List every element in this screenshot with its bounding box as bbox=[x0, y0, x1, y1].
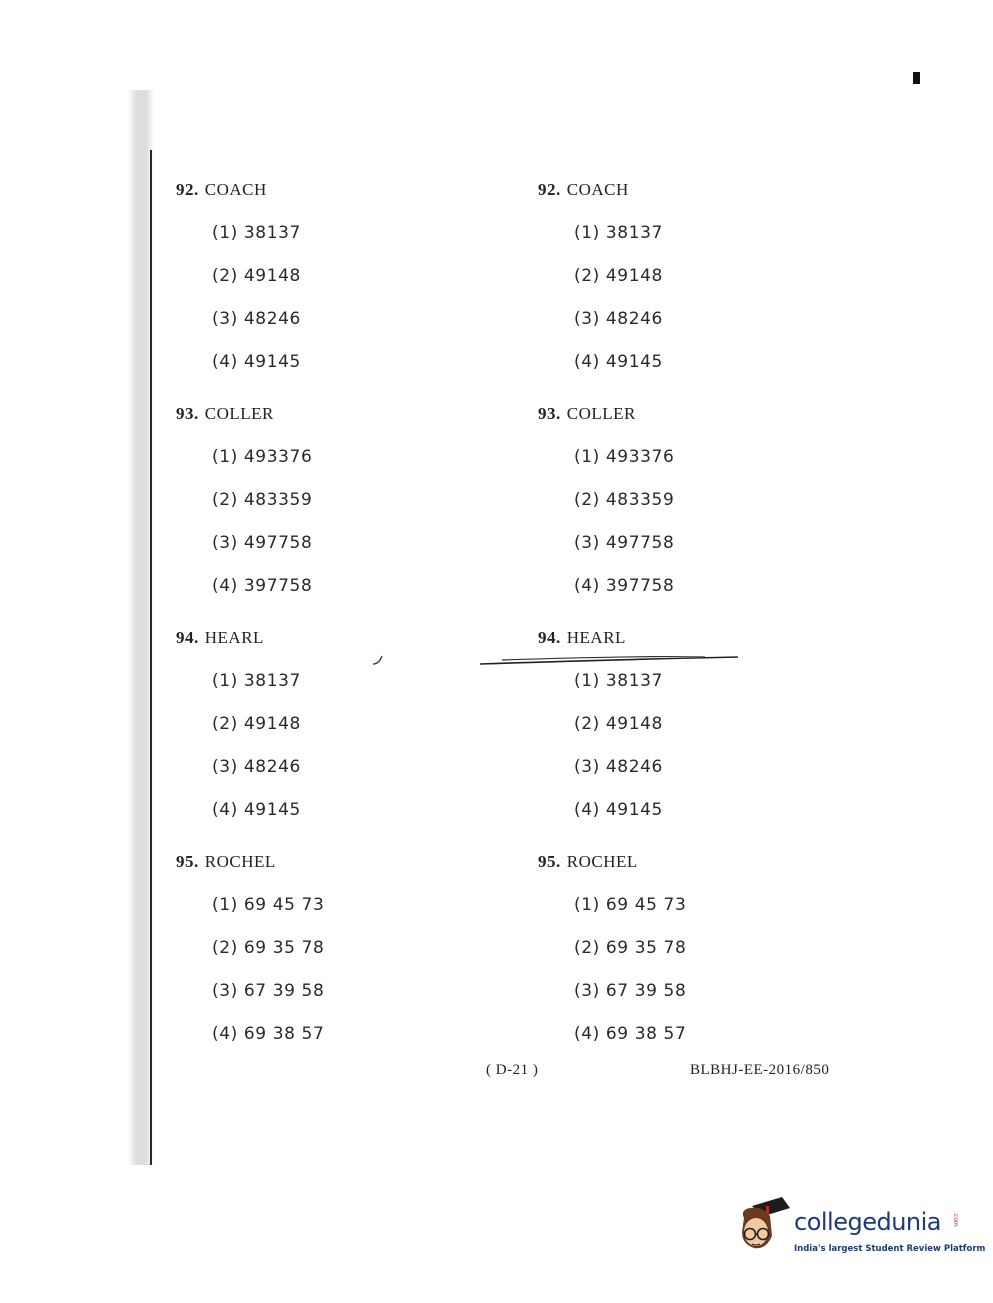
answer-option bbox=[574, 1020, 868, 1063]
option-number: (1) bbox=[212, 223, 238, 243]
answer-option bbox=[212, 710, 506, 753]
option-value: 69 35 78 bbox=[605, 938, 687, 958]
answer-option bbox=[574, 796, 868, 839]
question-block bbox=[538, 176, 868, 400]
question-number: 94. bbox=[176, 628, 199, 647]
option-number: (1) bbox=[212, 671, 238, 691]
question-word: HEARL bbox=[204, 628, 264, 647]
mascot-face-icon bbox=[736, 1196, 792, 1256]
question-block bbox=[176, 848, 506, 1072]
question-number: 92. bbox=[176, 180, 199, 199]
question-block bbox=[176, 624, 506, 848]
question-word: COLLER bbox=[566, 404, 636, 423]
option-number: (1) bbox=[212, 895, 238, 915]
answer-option bbox=[574, 529, 868, 572]
option-number: (4) bbox=[574, 352, 600, 372]
option-number: (4) bbox=[212, 352, 238, 372]
option-value: 49145 bbox=[605, 352, 663, 372]
answer-option bbox=[212, 443, 506, 486]
option-number: (4) bbox=[574, 576, 600, 596]
option-number: (1) bbox=[574, 447, 600, 467]
option-value: 49148 bbox=[605, 266, 663, 286]
answer-option bbox=[212, 572, 506, 615]
option-number: (3) bbox=[574, 981, 600, 1001]
option-value: 397758 bbox=[605, 576, 675, 596]
option-number: (4) bbox=[212, 1024, 238, 1044]
option-number: (2) bbox=[212, 266, 238, 286]
option-number: (4) bbox=[574, 800, 600, 820]
option-value: 483359 bbox=[605, 490, 675, 510]
option-value: 69 45 73 bbox=[243, 895, 325, 915]
question-number: 95. bbox=[538, 852, 561, 871]
answer-option bbox=[212, 486, 506, 529]
answer-option bbox=[574, 710, 868, 753]
answer-option bbox=[212, 305, 506, 348]
answer-option bbox=[574, 572, 868, 615]
option-number: (3) bbox=[212, 309, 238, 329]
right-column bbox=[538, 176, 868, 1072]
answer-option bbox=[574, 934, 868, 977]
answer-option bbox=[212, 667, 506, 710]
answer-option bbox=[212, 753, 506, 796]
option-value: 69 45 73 bbox=[605, 895, 687, 915]
left-column bbox=[176, 176, 506, 1072]
answer-option bbox=[574, 443, 868, 486]
answer-option bbox=[212, 796, 506, 839]
question-word: HEARL bbox=[566, 628, 626, 647]
option-value: 483359 bbox=[243, 490, 313, 510]
option-value: 49145 bbox=[605, 800, 663, 820]
answer-option bbox=[574, 977, 868, 1020]
option-value: 49145 bbox=[243, 800, 301, 820]
question-number: 93. bbox=[538, 404, 561, 423]
option-number: (1) bbox=[574, 223, 600, 243]
answer-option bbox=[574, 219, 868, 262]
option-value: 497758 bbox=[243, 533, 313, 553]
option-number: (3) bbox=[212, 533, 238, 553]
option-value: 69 35 78 bbox=[243, 938, 325, 958]
option-value: 38137 bbox=[243, 223, 301, 243]
answer-option bbox=[212, 977, 506, 1020]
option-value: 67 39 58 bbox=[243, 981, 325, 1001]
option-value: 497758 bbox=[605, 533, 675, 553]
option-number: (3) bbox=[212, 757, 238, 777]
answer-option bbox=[212, 891, 506, 934]
option-number: (2) bbox=[574, 714, 600, 734]
answer-option bbox=[212, 1020, 506, 1063]
watermark-name: collegedunia bbox=[794, 1208, 942, 1236]
option-value: 49148 bbox=[243, 266, 301, 286]
question-block bbox=[176, 400, 506, 624]
option-number: (2) bbox=[574, 266, 600, 286]
option-number: (4) bbox=[574, 1024, 600, 1044]
option-number: (2) bbox=[574, 490, 600, 510]
option-value: 38137 bbox=[605, 671, 663, 691]
pen-tick-mark bbox=[370, 653, 386, 667]
question-heading bbox=[538, 848, 868, 891]
question-heading bbox=[538, 176, 868, 219]
option-value: 49148 bbox=[243, 714, 301, 734]
option-number: (3) bbox=[574, 757, 600, 777]
collegedunia-watermark bbox=[736, 1196, 986, 1266]
question-block bbox=[176, 176, 506, 400]
option-value: 38137 bbox=[243, 671, 301, 691]
question-heading bbox=[538, 400, 868, 443]
page-code: ( D-21 ) bbox=[486, 1062, 539, 1078]
option-number: (2) bbox=[212, 938, 238, 958]
question-word: COLLER bbox=[204, 404, 274, 423]
option-number: (1) bbox=[212, 447, 238, 467]
question-word: ROCHEL bbox=[204, 852, 276, 871]
option-value: 49148 bbox=[605, 714, 663, 734]
answer-option bbox=[574, 305, 868, 348]
answer-option bbox=[212, 529, 506, 572]
page-binding-line bbox=[150, 150, 152, 1165]
option-number: (1) bbox=[574, 895, 600, 915]
option-value: 493376 bbox=[605, 447, 675, 467]
option-number: (3) bbox=[574, 533, 600, 553]
answer-option bbox=[574, 348, 868, 391]
answer-option bbox=[212, 219, 506, 262]
option-value: 67 39 58 bbox=[605, 981, 687, 1001]
option-value: 493376 bbox=[243, 447, 313, 467]
option-value: 48246 bbox=[243, 309, 301, 329]
answer-option bbox=[212, 934, 506, 977]
corner-mark bbox=[913, 72, 920, 84]
option-number: (3) bbox=[212, 981, 238, 1001]
option-value: 48246 bbox=[243, 757, 301, 777]
paper-reference: BLBHJ-EE-2016/850 bbox=[690, 1062, 830, 1078]
question-heading bbox=[176, 176, 506, 219]
option-number: (4) bbox=[212, 576, 238, 596]
question-number: 94. bbox=[538, 628, 561, 647]
option-number: (2) bbox=[212, 714, 238, 734]
option-number: (4) bbox=[212, 800, 238, 820]
option-value: 69 38 57 bbox=[243, 1024, 325, 1044]
option-value: 48246 bbox=[605, 309, 663, 329]
answer-option bbox=[212, 348, 506, 391]
question-word: COACH bbox=[566, 180, 629, 199]
answer-option bbox=[574, 262, 868, 305]
question-word: COACH bbox=[204, 180, 267, 199]
question-block bbox=[538, 400, 868, 624]
question-number: 93. bbox=[176, 404, 199, 423]
option-number: (1) bbox=[574, 671, 600, 691]
question-number: 95. bbox=[176, 852, 199, 871]
watermark-tagline: India's largest Student Review Platform bbox=[794, 1244, 986, 1254]
question-heading bbox=[176, 848, 506, 891]
question-word: ROCHEL bbox=[566, 852, 638, 871]
option-number: (2) bbox=[212, 490, 238, 510]
question-heading bbox=[176, 400, 506, 443]
option-value: 69 38 57 bbox=[605, 1024, 687, 1044]
question-block bbox=[538, 848, 868, 1072]
answer-option bbox=[574, 753, 868, 796]
question-number: 92. bbox=[538, 180, 561, 199]
pen-underline-stroke bbox=[480, 656, 742, 666]
option-number: (3) bbox=[574, 309, 600, 329]
option-value: 48246 bbox=[605, 757, 663, 777]
answer-option bbox=[574, 667, 868, 710]
option-number: (2) bbox=[574, 938, 600, 958]
answer-option bbox=[212, 262, 506, 305]
option-value: 38137 bbox=[605, 223, 663, 243]
watermark-domain: .com bbox=[952, 1212, 959, 1227]
answer-option bbox=[574, 486, 868, 529]
question-heading bbox=[176, 624, 506, 667]
option-value: 49145 bbox=[243, 352, 301, 372]
answer-option bbox=[574, 891, 868, 934]
option-value: 397758 bbox=[243, 576, 313, 596]
